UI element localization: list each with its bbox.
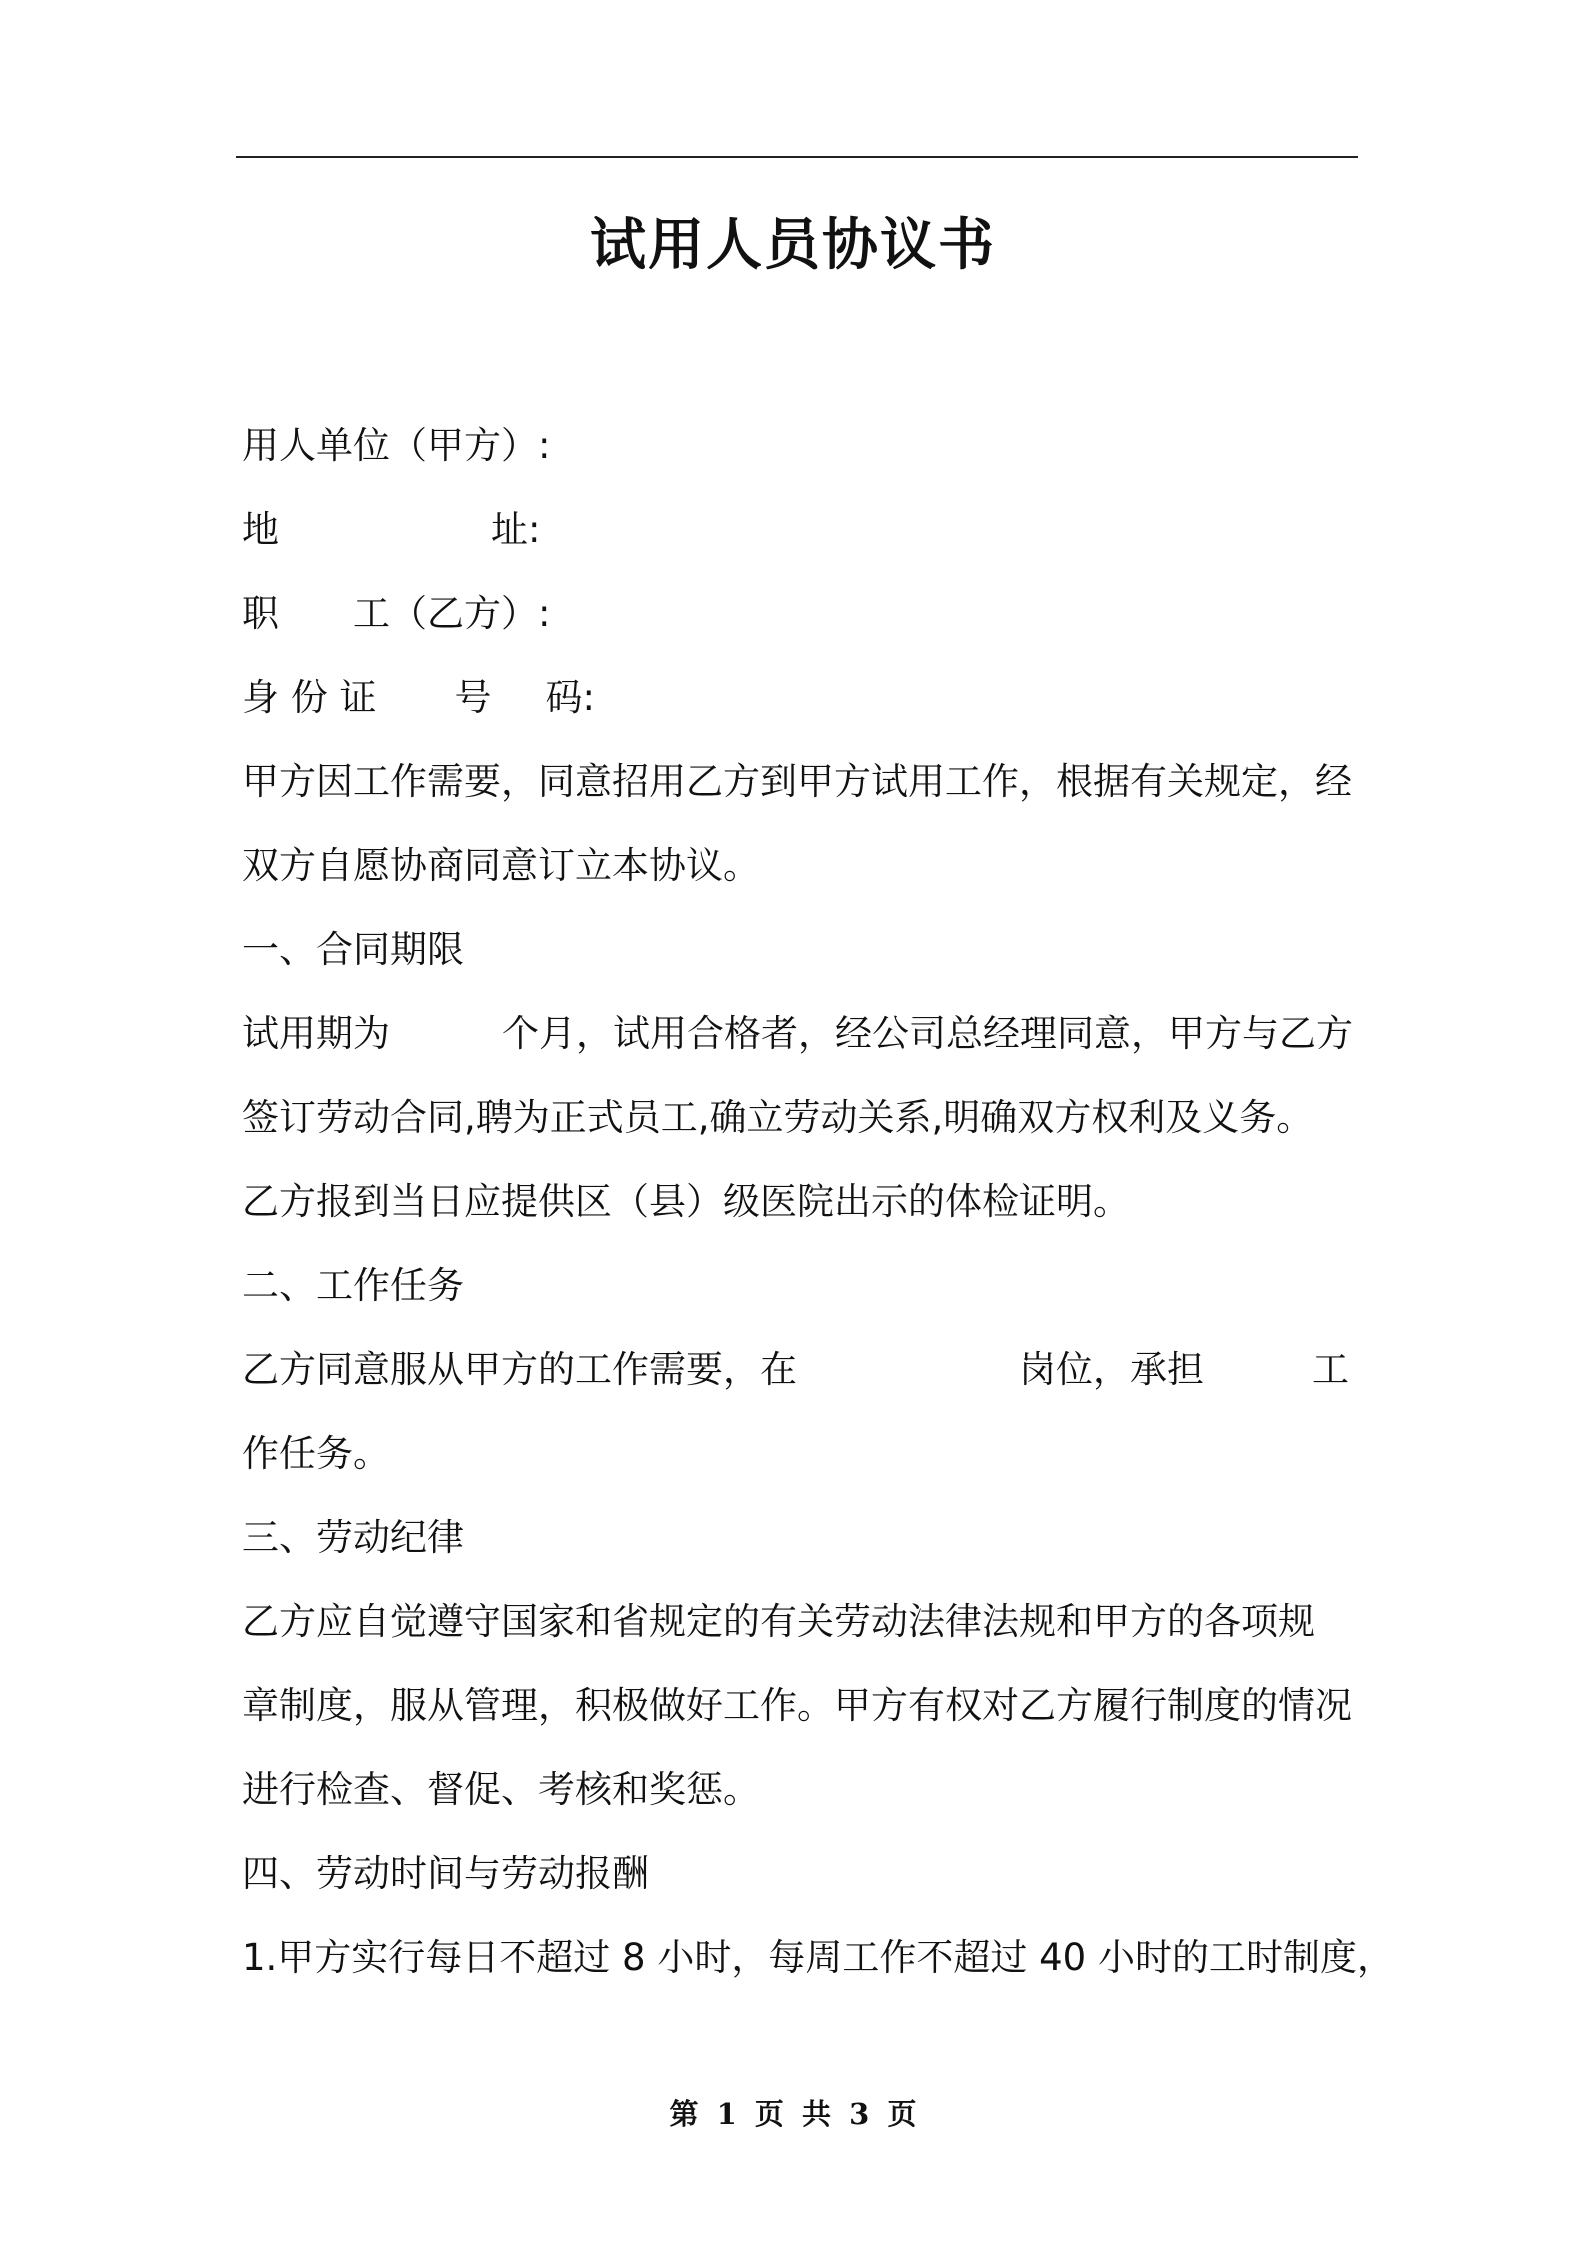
section-1-line-3: 乙方报到当日应提供区（县）级医院出示的体检证明。 [242, 1180, 1130, 1223]
section-4-heading: 四、劳动时间与劳动报酬 [242, 1852, 649, 1895]
employer-label: 用人单位（甲方）: [242, 424, 551, 467]
id-label-end: 码: [545, 676, 595, 719]
document-body [242, 404, 1394, 2000]
section-3-line-3: 进行检查、督促、考核和奖惩。 [242, 1768, 760, 1811]
footer-total-pages: 3 [849, 2097, 870, 2131]
footer-current-page: 1 [716, 2097, 737, 2131]
section-3-heading: 三、劳动纪律 [242, 1516, 464, 1559]
employee-label-end: 工（乙方）: [353, 592, 551, 635]
probation-text: 个月，试用合格者，经公司总经理同意，甲方与乙方 [502, 1012, 1353, 1055]
section-4-line-1: 1.甲方实行每日不超过 8 小时，每周工作不超过 40 小时的工时制度， [242, 1936, 1394, 1979]
address-label-end: 址: [491, 508, 541, 551]
page-footer [0, 2094, 1586, 2134]
section-1-line-1 [242, 992, 1360, 1076]
address-field [242, 488, 1360, 572]
id-label-start: 身 份 证 [242, 676, 377, 719]
section-1-heading: 一、合同期限 [242, 928, 464, 971]
intro-paragraph-line-2: 双方自愿协商同意订立本协议。 [242, 844, 760, 887]
section-1-line-2: 签订劳动合同,聘为正式员工,确立劳动关系,明确双方权利及义务。 [242, 1096, 1314, 1139]
section-3-line-2: 章制度，服从管理，积极做好工作。甲方有权对乙方履行制度的情况 [242, 1684, 1352, 1727]
id-label-middle: 号 [454, 676, 492, 719]
employer-field [242, 404, 1360, 488]
address-label-start: 地 [242, 508, 279, 551]
footer-total-label: 共 [802, 2097, 832, 2131]
header-rule [236, 156, 1358, 158]
job-duty-text-end: 工 [1312, 1348, 1349, 1391]
employee-field [242, 572, 1360, 656]
footer-page-unit: 页 [754, 2097, 784, 2131]
section-2-line-1 [242, 1328, 1360, 1412]
job-duty-text-middle: 岗位，承担 [1019, 1348, 1204, 1391]
section-3-line-1: 乙方应自觉遵守国家和省规定的有关劳动法律法规和甲方的各项规 [242, 1600, 1315, 1643]
intro-paragraph-line-1: 甲方因工作需要，同意招用乙方到甲方试用工作，根据有关规定，经 [242, 760, 1352, 803]
footer-page-label: 第 [669, 2097, 699, 2131]
section-2-heading: 二、工作任务 [242, 1264, 464, 1307]
footer-total-unit: 页 [887, 2097, 917, 2131]
job-duty-text-start: 乙方同意服从甲方的工作需要，在 [242, 1348, 797, 1391]
section-2-line-2: 作任务。 [242, 1432, 390, 1475]
id-number-field [242, 656, 1360, 740]
probation-label: 试用期为 [242, 1012, 390, 1055]
document-title: 试用人员协议书 [590, 213, 996, 278]
employee-label-start: 职 [242, 592, 279, 635]
